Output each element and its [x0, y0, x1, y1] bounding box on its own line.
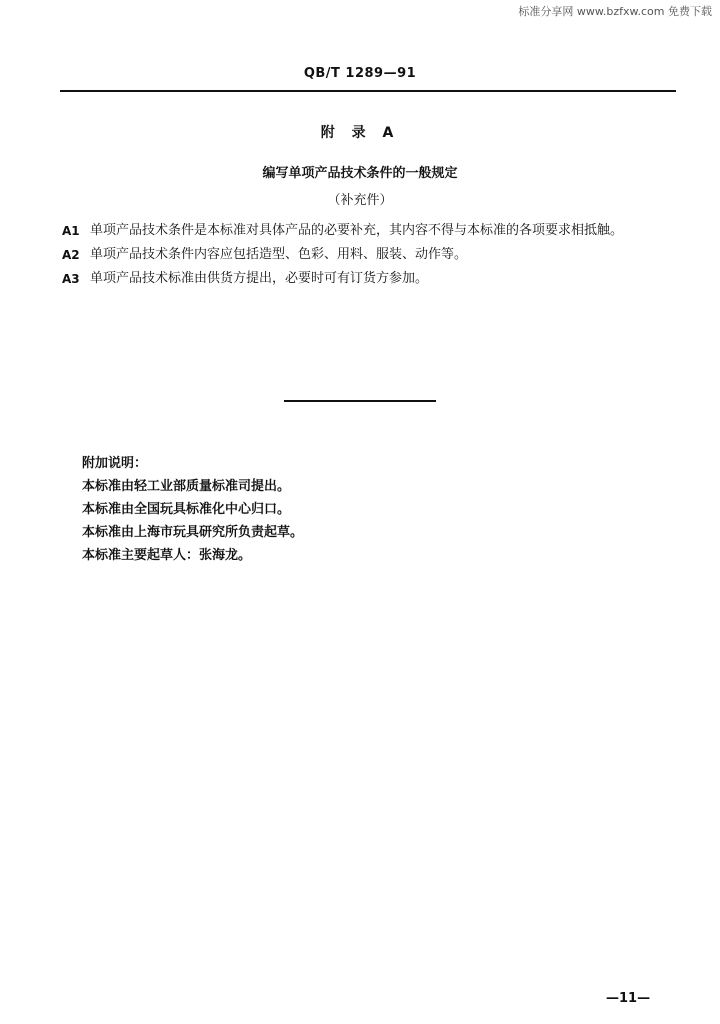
- clause-text: 单项产品技术标准由供货方提出，必要时可有订货方参加。: [90, 271, 429, 286]
- standard-code: QB/T 1289—91: [303, 66, 417, 81]
- clause-text: 单项产品技术条件内容应包括造型、色彩、用料、服装、动作等。: [90, 247, 468, 262]
- clause-a3: [62, 267, 668, 291]
- clause-number: A2: [62, 248, 80, 262]
- note-line: 本标准由全国玩具标准化中心归口。: [82, 502, 291, 517]
- clause-number: A3: [62, 272, 80, 286]
- additional-notes: [82, 452, 642, 567]
- header-divider: [60, 90, 676, 92]
- appendix-clauses: [62, 219, 668, 291]
- page-number: —11—: [606, 991, 651, 1006]
- notes-heading: 附加说明：: [82, 456, 148, 471]
- watermark-text: 标准分享网 www.bzfxw.com 免费下载: [518, 5, 712, 18]
- clause-text: 单项产品技术条件是本标准对具体产品的必要补充，其内容不得与本标准的各项要求相抵触。: [90, 223, 624, 238]
- note-line: 本标准主要起草人：张海龙。: [82, 548, 252, 563]
- clause-a2: [62, 243, 668, 267]
- note-line: 本标准由轻工业部质量标准司提出。: [82, 479, 291, 494]
- section-divider: [284, 400, 436, 402]
- clause-number: A1: [62, 224, 80, 238]
- clause-a1: [62, 219, 668, 243]
- appendix-note: （补充件）: [327, 193, 393, 208]
- appendix-title: 附 录 A: [320, 125, 400, 141]
- note-line: 本标准由上海市玩具研究所负责起草。: [82, 525, 304, 540]
- appendix-subtitle: 编写单项产品技术条件的一般规定: [262, 166, 458, 181]
